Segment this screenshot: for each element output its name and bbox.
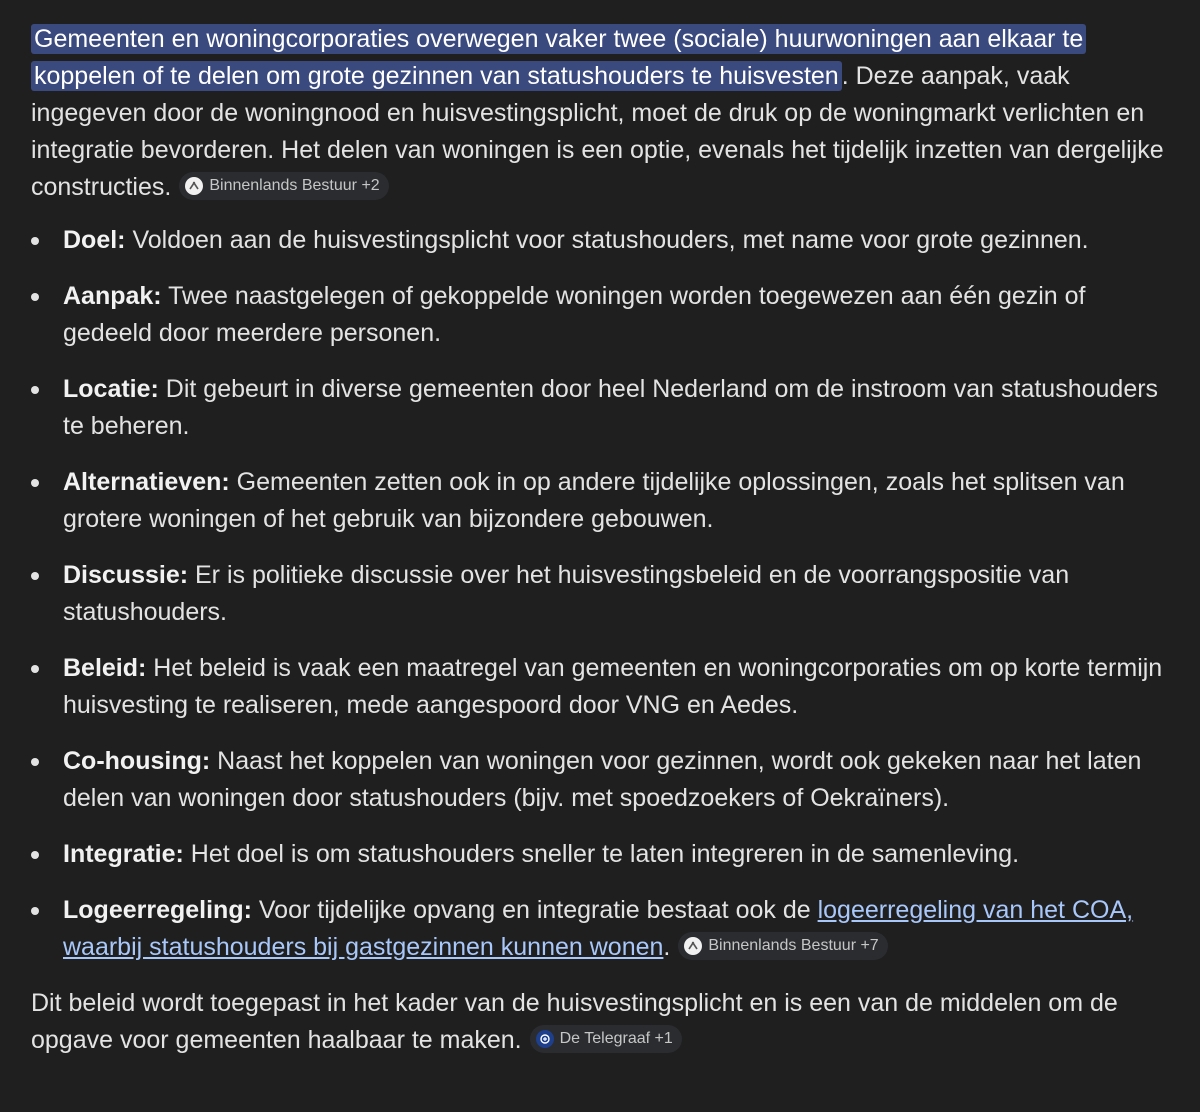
bullet-text: Gemeenten zetten ook in op andere tijdelijke oplossingen, zoals het splitsen van grotere woningen of het gebruik van bijzondere gebouwen. [63,468,1125,533]
list-item [31,892,1181,966]
telegraaf-favicon-icon [536,1030,554,1048]
outro-paragraph [31,985,1181,1059]
bullet-label: Locatie: [63,375,159,403]
bullet-label: Beleid: [63,654,147,682]
source-chip[interactable] [179,172,388,200]
bullet-dot [31,851,39,859]
bullet-dot [31,572,39,580]
bullet-text-end: . [663,933,671,961]
bullet-label: Co-housing: [63,747,211,775]
bullet-label: Doel: [63,226,126,254]
intro-paragraph [31,21,1181,206]
list-item [31,557,1181,631]
list-item [31,650,1181,724]
list-item [31,278,1181,352]
bullet-text: Het beleid is vaak een maatregel van gemeenten en woningcorporaties om op korte termijn huisvesting te realiseren, mede aangespoord door VNG en Aedes. [63,654,1163,719]
source-chip-label: Binnenlands Bestuur +2 [209,177,380,195]
ai-answer [31,21,1181,1059]
bullet-dot [31,386,39,394]
bullet-label: Aanpak: [63,282,162,310]
list-item [31,464,1181,538]
source-chip-label: Binnenlands Bestuur +7 [708,937,879,955]
intro-text: . Deze aanpak, vaak ingegeven door de woningnood en huisvestingsplicht, moet de druk op de woningmarkt verlichten en integratie bevorderen. Het delen van woningen is een optie, evenals het tijdelijk inzetten van dergelijke constructies. [31,62,1164,201]
list-item [31,371,1181,445]
bullet-text: Naast het koppelen van woningen voor gezinnen, wordt ook gekeken naar het laten delen van woningen door statushouders (bijv. met spoedzoekers of Oekraïners). [63,747,1142,812]
bullet-dot [31,479,39,487]
source-chip-label: De Telegraaf +1 [559,1030,673,1048]
outro-text: Dit beleid wordt toegepast in het kader van de huisvestingsplicht en is een van de middelen om de opgave voor gemeenten haalbaar te maken. [31,989,1118,1054]
bullet-dot [31,907,39,915]
list-item [31,222,1181,259]
bullet-dot [31,665,39,673]
bullet-text: Dit gebeurt in diverse gemeenten door heel Nederland om de instroom van statushouders te beheren. [63,375,1159,440]
bullet-label: Integratie: [63,840,184,868]
bullet-label: Alternatieven: [63,468,230,496]
highlighted-text: Gemeenten en woningcorporaties overwegen vaker twee (sociale) huurwoningen aan elkaar te koppelen of te delen om grote gezinnen van statushouders te huisvesten [31,24,1086,91]
bullet-label: Discussie: [63,561,189,589]
list-item [31,743,1181,817]
bullet-label: Logeerregeling: [63,896,252,924]
bullet-text: Het doel is om statushouders sneller te laten integreren in de samenleving. [183,840,1020,868]
bullet-text: Voldoen aan de huisvestingsplicht voor statushouders, met name voor grote gezinnen. [125,226,1089,254]
binnenlands-bestuur-favicon-icon [185,177,203,195]
bullet-text: Twee naastgelegen of gekoppelde woningen worden toegewezen aan één gezin of gedeeld door meerdere personen. [63,282,1086,347]
source-chip[interactable] [678,932,887,960]
coa-logeerregeling-link[interactable]: logeerregeling van het COA, waarbij statushouders bij gastgezinnen kunnen wonen [63,896,1134,961]
binnenlands-bestuur-favicon-icon [684,937,702,955]
source-chip[interactable] [530,1025,682,1053]
bullet-dot [31,293,39,301]
list-item [31,836,1181,873]
bullet-text: Voor tijdelijke opvang en integratie bestaat ook de [251,896,818,924]
bullet-dot [31,237,39,245]
bullet-list [31,222,1181,966]
bullet-text: Er is politieke discussie over het huisvestingsbeleid en de voorrangspositie van statushouders. [63,561,1070,626]
bullet-dot [31,758,39,766]
